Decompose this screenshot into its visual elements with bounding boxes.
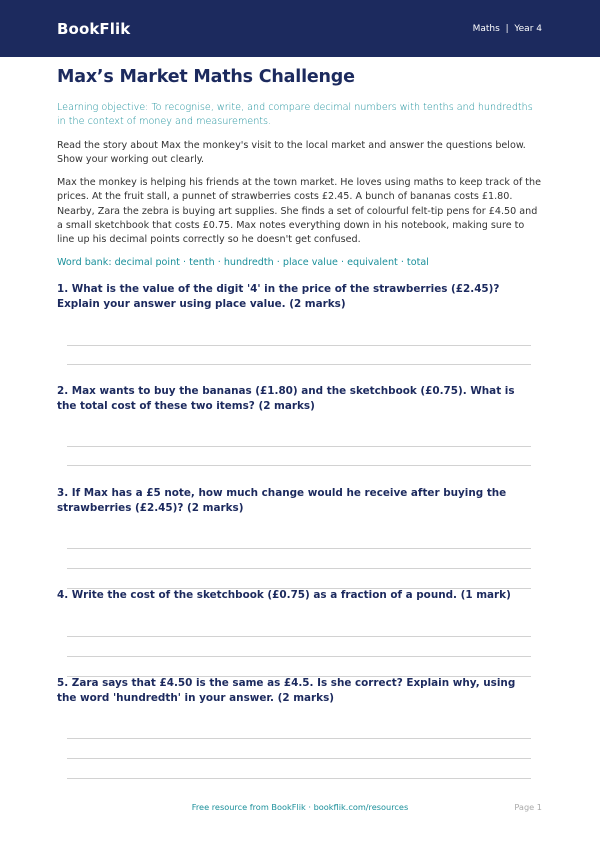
answer-line[interactable]	[67, 465, 531, 466]
answer-line[interactable]	[67, 345, 531, 346]
question-3: 3. If Max has a £5 note, how much change would he receive after buying the strawberries (£2.45)? (2 marks)	[57, 487, 507, 514]
question-2: 2. Max wants to buy the bananas (£1.80) and the sketchbook (£0.75). What is the total cost of these two items? (2 marks)	[57, 385, 515, 412]
story-paragraph: Max the monkey is helping his friends at the town market. He loves using maths to keep track of the prices. At the fruit stall, a punnet of strawberries costs £2.45. A bunch of bananas costs £1.80. Nearby, Zara the zebra is buying art supplies. She finds a set of colourful felt-tip pens for £4.50 and a small sketchbook that costs £0.75. Max notes everything down in his notebook, making sure to line up his decimal points correctly so he doesn't get confused.	[57, 177, 542, 246]
footer-credit: Free resource from BookFlik · bookflik.com/resources	[191, 802, 409, 812]
question-1: 1. What is the value of the digit '4' in the price of the strawberries (£2.45)? Explain your answer using place value. (2 marks)	[57, 283, 500, 310]
answer-line[interactable]	[67, 568, 531, 569]
answer-line[interactable]	[67, 778, 531, 779]
answer-line[interactable]	[67, 636, 531, 637]
header-bar	[0, 0, 600, 57]
subject-year-label	[473, 24, 542, 34]
learning-objective: Learning objective: To recognise, write, and compare decimal numbers with tenths and hundredths in the context of money and measurements.	[57, 102, 533, 127]
answer-line[interactable]	[67, 446, 531, 447]
meta-separator: |	[505, 23, 509, 34]
year-label: Year 4	[514, 23, 542, 34]
answer-line[interactable]	[67, 548, 531, 549]
question-5: 5. Zara says that £4.50 is the same as £4.5. Is she correct? Explain why, using the word 'hundredth' in your answer. (2 marks)	[57, 677, 516, 704]
answer-line[interactable]	[67, 364, 531, 365]
worksheet-title: Max’s Market Maths Challenge	[57, 67, 355, 87]
brand-logo-text: BookFlik	[57, 19, 131, 38]
answer-line[interactable]	[67, 738, 531, 739]
page-number: Page 1	[514, 802, 542, 812]
subject-label: Maths	[472, 23, 500, 34]
instructions-text: Read the story about Max the monkey's visit to the local market and answer the questions below. Show your working out clearly.	[57, 140, 526, 165]
answer-line[interactable]	[67, 656, 531, 657]
answer-line[interactable]	[67, 758, 531, 759]
worksheet-intro	[57, 66, 543, 270]
word-bank: Word bank: decimal point · tenth · hundredth · place value · equivalent · total	[57, 257, 429, 269]
question-4: 4. Write the cost of the sketchbook (£0.75) as a fraction of a pound. (1 mark)	[57, 589, 511, 601]
